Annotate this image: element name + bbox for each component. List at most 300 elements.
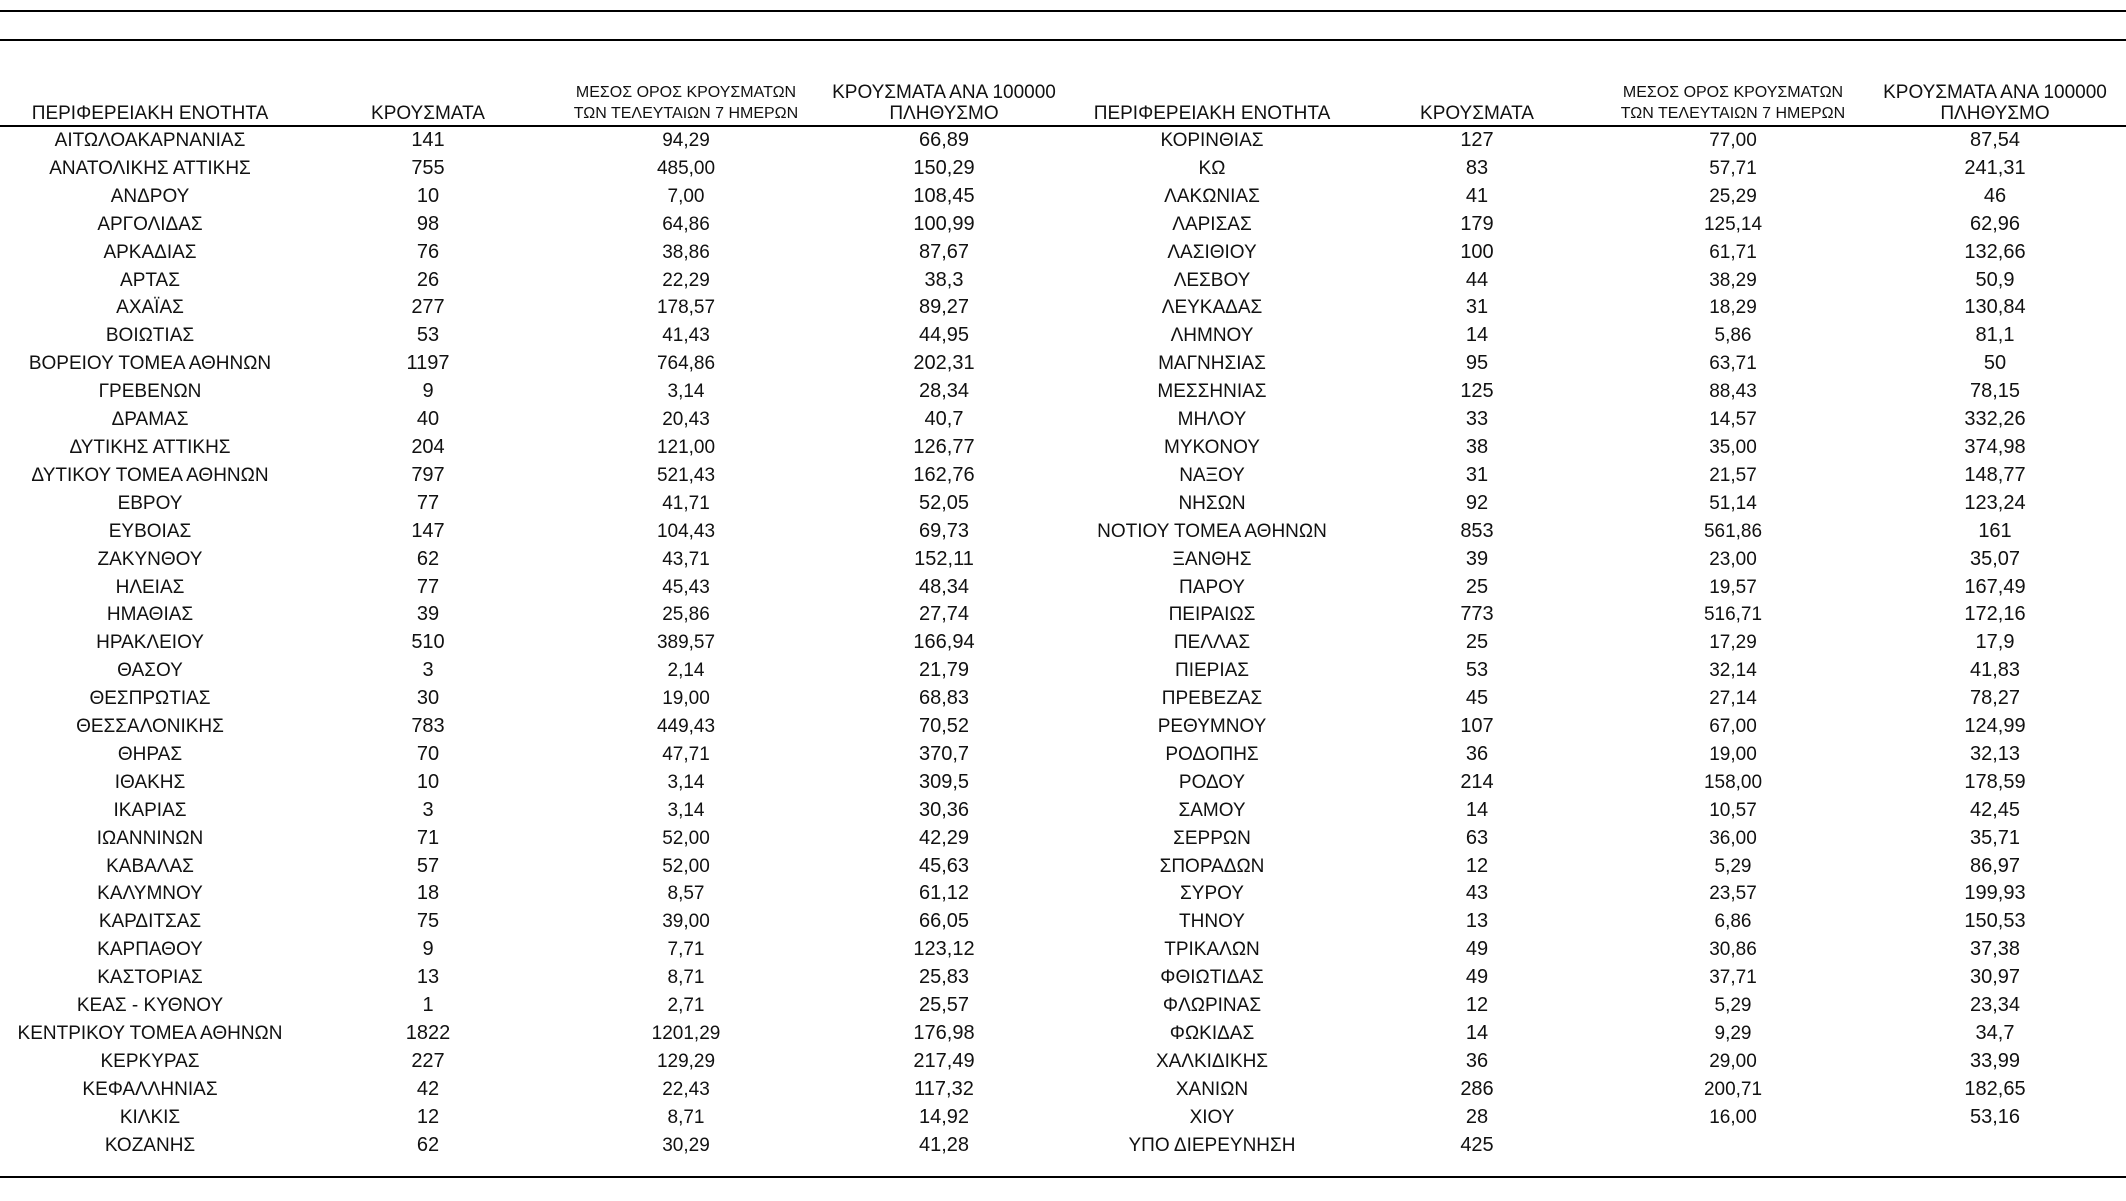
right-avg7-value: 19,57 xyxy=(1709,576,1757,598)
right-region-name: ΡΟΔΟΠΗΣ xyxy=(1165,743,1259,765)
left-per100k-value: 45,63 xyxy=(918,854,970,877)
left-per100k-value: 52,05 xyxy=(918,491,970,514)
left-per100k-value: 150,29 xyxy=(913,156,975,179)
right-cases-value: 425 xyxy=(1460,1133,1494,1156)
left-region-name: ΚΕΑΣ - ΚΥΘΝΟΥ xyxy=(76,995,224,1017)
header-avg7-right-line1: ΜΕΣΟΣ ΟΡΟΣ ΚΡΟΥΣΜΑΤΩΝ xyxy=(1622,84,1844,101)
table-row xyxy=(0,964,2126,992)
left-avg7-value: 3,14 xyxy=(667,771,705,793)
right-avg7-value: 37,71 xyxy=(1709,967,1757,989)
left-region-name: ΗΛΕΙΑΣ xyxy=(115,576,185,598)
table-row xyxy=(0,741,2126,769)
right-region-name: ΧΙΟΥ xyxy=(1189,1106,1235,1128)
left-per100k-value: 87,67 xyxy=(918,240,970,263)
left-per100k-value: 117,32 xyxy=(914,1077,974,1100)
right-region-name: ΠΑΡΟΥ xyxy=(1179,576,1245,598)
table-row xyxy=(0,490,2126,518)
right-cases-value: 214 xyxy=(1460,770,1494,793)
right-cases-value: 286 xyxy=(1460,1077,1494,1100)
left-per100k-value: 309,5 xyxy=(918,770,970,793)
right-region-name: ΜΥΚΟΝΟΥ xyxy=(1164,436,1260,458)
right-region-name: ΤΡΙΚΑΛΩΝ xyxy=(1164,939,1260,961)
left-per100k-value: 42,29 xyxy=(918,826,970,849)
right-region-name: ΜΕΣΣΗΝΙΑΣ xyxy=(1157,381,1267,403)
right-per100k-value: 87,54 xyxy=(1969,129,2021,151)
left-cases-value: 9 xyxy=(422,380,434,403)
right-avg7-value: 18,29 xyxy=(1709,297,1757,319)
left-avg7-value: 1201,29 xyxy=(651,1023,721,1044)
left-per100k-value: 69,73 xyxy=(918,519,970,542)
right-avg7-value: 5,29 xyxy=(1714,995,1752,1017)
right-avg7-value: 27,14 xyxy=(1709,688,1757,710)
left-region-name: ΚΕΦΑΛΛΗΝΙΑΣ xyxy=(82,1078,218,1100)
right-avg7-value: 61,71 xyxy=(1709,241,1757,263)
left-avg7-value: 41,43 xyxy=(662,325,710,347)
left-cases-value: 1 xyxy=(422,994,434,1017)
right-per100k-value: 161 xyxy=(1978,519,2012,542)
left-per100k-value: 44,95 xyxy=(918,324,970,347)
right-per100k-value: 150,53 xyxy=(1964,910,2026,933)
header-border-line xyxy=(0,39,2126,41)
left-per100k-value: 30,36 xyxy=(918,798,970,821)
table-row xyxy=(0,992,2126,1020)
right-cases-value: 53 xyxy=(1465,659,1489,682)
bottom-border-line xyxy=(0,1176,2126,1178)
right-per100k-value: 50,9 xyxy=(1975,268,2015,291)
right-avg7-value: 63,71 xyxy=(1709,353,1757,375)
table-row xyxy=(0,601,2126,629)
left-cases-value: 10 xyxy=(416,184,440,207)
left-cases-value: 98 xyxy=(416,212,440,235)
left-cases-value: 70 xyxy=(416,742,440,765)
right-per100k-value: 81,1 xyxy=(1975,324,2015,347)
left-avg7-value: 3,14 xyxy=(667,381,705,403)
left-per100k-value: 108,45 xyxy=(913,184,975,207)
right-per100k-value: 35,07 xyxy=(1969,547,2021,570)
right-avg7-value: 23,00 xyxy=(1709,548,1757,570)
right-cases-value: 25 xyxy=(1465,631,1489,654)
table-row xyxy=(0,434,2126,462)
header-region: ΠΕΡΙΦΕΡΕΙΑΚΗ ΕΝΟΤΗΤΑ xyxy=(0,82,300,126)
top-border-line xyxy=(0,10,2126,12)
left-avg7-value: 64,86 xyxy=(662,213,710,235)
table-row xyxy=(0,713,2126,741)
left-cases-value: 204 xyxy=(411,435,445,458)
left-cases-value: 9 xyxy=(422,938,434,961)
table-row xyxy=(0,769,2126,797)
table-row xyxy=(0,657,2126,685)
left-cases-value: 3 xyxy=(422,798,434,821)
right-cases-value: 41 xyxy=(1465,184,1489,207)
header-per100k-line1: ΚΡΟΥΣΜΑΤΑ ΑΝΑ 100000 xyxy=(832,82,1056,103)
right-cases-value: 31 xyxy=(1465,463,1489,486)
right-avg7-value: 77,00 xyxy=(1709,130,1757,151)
left-region-name: ΚΕΝΤΡΙΚΟΥ ΤΟΜΕΑ ΑΘΗΝΩΝ xyxy=(17,1023,283,1044)
right-per100k-value: 46 xyxy=(1983,184,2007,207)
left-region-name: ΚΙΛΚΙΣ xyxy=(119,1106,181,1128)
table-body xyxy=(0,126,2126,1160)
left-cases-value: 26 xyxy=(416,268,440,291)
left-region-name: ΑΙΤΩΛΟΑΚΑΡΝΑΝΙΑΣ xyxy=(54,130,246,151)
right-per100k-value: 62,96 xyxy=(1969,212,2021,235)
table-row xyxy=(0,908,2126,936)
right-cases-value: 179 xyxy=(1460,212,1494,235)
right-avg7-value: 125,14 xyxy=(1703,213,1763,235)
table-row xyxy=(0,211,2126,239)
left-avg7-value: 104,43 xyxy=(656,520,716,542)
right-region-name: ΛΑΡΙΣΑΣ xyxy=(1172,213,1252,235)
table-row xyxy=(0,825,2126,853)
left-avg7-value: 121,00 xyxy=(656,436,716,458)
right-region-name: ΚΩ xyxy=(1198,157,1226,179)
right-region-name: ΚΟΡΙΝΘΙΑΣ xyxy=(1160,130,1264,151)
right-cases-value: 28 xyxy=(1465,1105,1489,1128)
right-cases-value: 14 xyxy=(1465,1022,1489,1044)
left-cases-value: 1822 xyxy=(405,1022,451,1044)
right-cases-value: 12 xyxy=(1465,994,1489,1017)
right-per100k-value xyxy=(1864,1132,2126,1160)
right-per100k-value: 41,83 xyxy=(1969,659,2021,682)
left-avg7-value: 47,71 xyxy=(662,743,710,765)
table-row xyxy=(0,239,2126,267)
right-avg7-value: 16,00 xyxy=(1709,1106,1757,1128)
right-region-name: ΝΗΣΩΝ xyxy=(1178,492,1246,514)
left-avg7-value: 22,29 xyxy=(662,269,710,291)
left-region-name: ΑΝΑΤΟΛΙΚΗΣ ΑΤΤΙΚΗΣ xyxy=(49,157,251,179)
left-region-name: ΚΑΛΥΜΝΟΥ xyxy=(97,883,203,905)
left-per100k-value: 166,94 xyxy=(913,631,975,654)
right-avg7-value: 29,00 xyxy=(1709,1050,1757,1072)
right-avg7-value: 57,71 xyxy=(1709,157,1757,179)
right-region-name: ΦΩΚΙΔΑΣ xyxy=(1169,1023,1255,1044)
left-cases-value: 75 xyxy=(416,910,440,933)
left-per100k-value: 14,92 xyxy=(918,1105,970,1128)
right-per100k-value: 86,97 xyxy=(1969,854,2021,877)
left-cases-value: 53 xyxy=(416,324,440,347)
left-region-name: ΒΟΙΩΤΙΑΣ xyxy=(105,325,195,347)
left-cases-value: 3 xyxy=(422,659,434,682)
left-cases-value: 71 xyxy=(416,826,440,849)
right-region-name: ΤΗΝΟΥ xyxy=(1179,911,1245,933)
left-avg7-value: 19,00 xyxy=(662,688,710,710)
right-avg7-value: 25,29 xyxy=(1709,185,1757,207)
right-cases-value: 38 xyxy=(1465,435,1489,458)
table-row xyxy=(0,126,2126,155)
left-cases-value: 13 xyxy=(416,966,440,989)
right-cases-value: 127 xyxy=(1460,129,1494,151)
left-avg7-value: 2,71 xyxy=(667,995,705,1017)
table-row xyxy=(0,853,2126,881)
left-avg7-value: 389,57 xyxy=(656,632,716,654)
table-row xyxy=(0,546,2126,574)
table-header-row xyxy=(0,82,2126,126)
right-region-name: ΝΑΞΟΥ xyxy=(1179,464,1245,486)
header-per100k-right-line1: ΚΡΟΥΣΜΑΤΑ ΑΝΑ 100000 xyxy=(1883,82,2107,103)
left-per100k-value: 41,28 xyxy=(918,1133,970,1156)
right-per100k-value: 53,16 xyxy=(1969,1105,2021,1128)
right-avg7-value: 30,86 xyxy=(1709,939,1757,961)
right-per100k-value: 332,26 xyxy=(1964,408,2026,431)
right-avg7-value: 6,86 xyxy=(1714,911,1752,933)
left-cases-value: 510 xyxy=(411,631,445,654)
right-avg7-value: 9,29 xyxy=(1714,1023,1752,1044)
left-cases-value: 77 xyxy=(416,491,440,514)
left-avg7-value: 449,43 xyxy=(656,716,716,738)
header-cases: ΚΡΟΥΣΜΑΤΑ xyxy=(300,82,556,126)
right-region-name: ΣΑΜΟΥ xyxy=(1178,799,1246,821)
left-avg7-value: 52,00 xyxy=(662,827,710,849)
table-row xyxy=(0,574,2126,602)
header-avg7 xyxy=(556,82,816,126)
left-avg7-value: 485,00 xyxy=(656,157,716,179)
right-per100k-value: 33,99 xyxy=(1969,1049,2021,1072)
left-cases-value: 797 xyxy=(411,463,445,486)
left-avg7-value: 8,71 xyxy=(667,967,705,989)
right-avg7-value xyxy=(1602,1132,1864,1160)
right-region-name: ΜΑΓΝΗΣΙΑΣ xyxy=(1158,353,1266,375)
table-row xyxy=(0,1104,2126,1132)
left-region-name: ΘΑΣΟΥ xyxy=(117,660,183,682)
right-region-name: ΞΑΝΘΗΣ xyxy=(1172,548,1252,570)
left-per100k-value: 89,27 xyxy=(918,296,970,319)
right-region-name: ΡΕΘΥΜΝΟΥ xyxy=(1157,716,1267,738)
left-cases-value: 30 xyxy=(416,687,440,710)
right-region-name: ΠΕΙΡΑΙΩΣ xyxy=(1168,604,1256,626)
header-cases-right: ΚΡΟΥΣΜΑΤΑ xyxy=(1352,82,1602,126)
left-per100k-value: 27,74 xyxy=(918,603,970,626)
right-cases-value: 44 xyxy=(1465,268,1489,291)
right-per100k-value: 78,27 xyxy=(1969,687,2021,710)
left-per100k-value: 66,05 xyxy=(918,910,970,933)
right-region-name: ΛΗΜΝΟΥ xyxy=(1170,325,1254,347)
left-region-name: ΖΑΚΥΝΘΟΥ xyxy=(97,548,203,570)
left-avg7-value: 30,29 xyxy=(662,1134,710,1156)
right-avg7-value: 38,29 xyxy=(1709,269,1757,291)
right-avg7-value: 88,43 xyxy=(1709,381,1757,403)
left-per100k-value: 48,34 xyxy=(918,575,970,598)
right-avg7-value: 23,57 xyxy=(1709,883,1757,905)
header-avg7-right xyxy=(1602,82,1864,126)
right-cases-value: 14 xyxy=(1465,798,1489,821)
right-region-name: ΦΘΙΩΤΙΔΑΣ xyxy=(1160,967,1264,989)
right-cases-value: 95 xyxy=(1465,352,1489,375)
right-per100k-value: 130,84 xyxy=(1964,296,2026,319)
left-per100k-value: 176,98 xyxy=(913,1022,975,1044)
table-row xyxy=(0,155,2126,183)
header-per100k-right-line2: ΠΛΗΘΥΣΜΟ xyxy=(1940,103,2050,124)
left-per100k-value: 202,31 xyxy=(913,352,975,375)
right-region-name: ΛΑΣΙΘΙΟΥ xyxy=(1167,241,1257,263)
right-region-name: ΛΑΚΩΝΙΑΣ xyxy=(1164,185,1260,207)
right-per100k-value: 42,45 xyxy=(1969,798,2021,821)
right-per100k-value: 37,38 xyxy=(1969,938,2021,961)
left-avg7-value: 22,43 xyxy=(662,1078,710,1100)
right-avg7-value: 35,00 xyxy=(1709,436,1757,458)
right-cases-value: 25 xyxy=(1465,575,1489,598)
right-avg7-value: 14,57 xyxy=(1709,409,1757,431)
left-region-name: ΘΕΣΠΡΩΤΙΑΣ xyxy=(89,688,211,710)
left-region-name: ΘΗΡΑΣ xyxy=(117,743,183,765)
left-avg7-value: 20,43 xyxy=(662,409,710,431)
left-avg7-value: 8,57 xyxy=(667,883,705,905)
left-cases-value: 62 xyxy=(416,547,440,570)
right-avg7-value: 516,71 xyxy=(1703,604,1763,626)
left-region-name: ΚΑΡΠΑΘΟΥ xyxy=(97,939,203,961)
left-avg7-value: 25,86 xyxy=(662,604,710,626)
right-avg7-value: 32,14 xyxy=(1709,660,1757,682)
left-region-name: ΙΘΑΚΗΣ xyxy=(114,771,186,793)
left-cases-value: 277 xyxy=(411,296,445,319)
right-avg7-value: 67,00 xyxy=(1709,716,1757,738)
table-row xyxy=(0,294,2126,322)
left-per100k-value: 66,89 xyxy=(918,129,970,151)
left-region-name: ΒΟΡΕΙΟΥ ΤΟΜΕΑ ΑΘΗΝΩΝ xyxy=(28,353,272,375)
right-region-name: ΧΑΛΚΙΔΙΚΗΣ xyxy=(1155,1050,1269,1072)
table-row xyxy=(0,1132,2126,1160)
left-avg7-value: 43,71 xyxy=(662,548,710,570)
table-row xyxy=(0,1020,2126,1048)
left-per100k-value: 25,83 xyxy=(918,966,970,989)
table-row xyxy=(0,378,2126,406)
left-region-name: ΕΒΡΟΥ xyxy=(117,492,183,514)
right-per100k-value: 32,13 xyxy=(1969,742,2021,765)
left-cases-value: 42 xyxy=(416,1077,440,1100)
left-region-name: ΗΜΑΘΙΑΣ xyxy=(106,604,194,626)
left-cases-value: 57 xyxy=(416,854,440,877)
left-cases-value: 62 xyxy=(416,1133,440,1156)
right-cases-value: 36 xyxy=(1465,1049,1489,1072)
left-avg7-value: 8,71 xyxy=(667,1106,705,1128)
right-cases-value: 49 xyxy=(1465,938,1489,961)
left-avg7-value: 7,00 xyxy=(667,185,705,207)
right-per100k-value: 35,71 xyxy=(1969,826,2021,849)
right-avg7-value: 561,86 xyxy=(1703,520,1763,542)
left-per100k-value: 100,99 xyxy=(913,212,975,235)
right-avg7-value: 17,29 xyxy=(1709,632,1757,654)
table-row xyxy=(0,685,2126,713)
left-avg7-value: 52,00 xyxy=(662,855,710,877)
right-per100k-value: 124,99 xyxy=(1964,715,2026,738)
header-avg7-line1: ΜΕΣΟΣ ΟΡΟΣ ΚΡΟΥΣΜΑΤΩΝ xyxy=(575,84,797,101)
left-per100k-value: 68,83 xyxy=(918,687,970,710)
table-row xyxy=(0,462,2126,490)
right-avg7-value: 21,57 xyxy=(1709,464,1757,486)
right-cases-value: 36 xyxy=(1465,742,1489,765)
left-cases-value: 783 xyxy=(411,715,445,738)
right-region-name: ΧΑΝΙΩΝ xyxy=(1175,1078,1249,1100)
left-per100k-value: 152,11 xyxy=(914,547,974,570)
left-per100k-value: 61,12 xyxy=(918,882,970,905)
left-region-name: ΘΕΣΣΑΛΟΝΙΚΗΣ xyxy=(76,716,224,738)
left-per100k-value: 217,49 xyxy=(913,1049,975,1072)
left-region-name: ΔΥΤΙΚΗΣ ΑΤΤΙΚΗΣ xyxy=(69,436,231,458)
right-per100k-value: 167,49 xyxy=(1964,575,2026,598)
header-per100k-right xyxy=(1864,82,2126,126)
left-cases-value: 227 xyxy=(411,1049,445,1072)
right-per100k-value: 30,97 xyxy=(1969,966,2021,989)
left-avg7-value: 45,43 xyxy=(662,576,710,598)
right-per100k-value: 182,65 xyxy=(1964,1077,2026,1100)
left-cases-value: 39 xyxy=(416,603,440,626)
left-cases-value: 18 xyxy=(416,882,440,905)
right-avg7-value: 36,00 xyxy=(1709,827,1757,849)
left-cases-value: 40 xyxy=(416,408,440,431)
right-per100k-value: 241,31 xyxy=(1964,156,2026,179)
left-cases-value: 755 xyxy=(411,156,445,179)
left-region-name: ΙΚΑΡΙΑΣ xyxy=(113,799,187,821)
right-region-name: ΛΕΣΒΟΥ xyxy=(1173,269,1251,291)
left-cases-value: 76 xyxy=(416,240,440,263)
left-region-name: ΗΡΑΚΛΕΙΟΥ xyxy=(96,632,204,654)
left-avg7-value: 129,29 xyxy=(656,1050,716,1072)
right-region-name: ΠΡΕΒΕΖΑΣ xyxy=(1161,688,1263,710)
table-row xyxy=(0,936,2126,964)
cases-table xyxy=(0,82,2126,1160)
right-avg7-value: 19,00 xyxy=(1709,743,1757,765)
left-cases-value: 12 xyxy=(416,1105,440,1128)
right-region-name: ΛΕΥΚΑΔΑΣ xyxy=(1161,297,1263,319)
left-cases-value: 1197 xyxy=(406,352,450,375)
right-avg7-value: 5,29 xyxy=(1714,855,1752,877)
right-cases-value: 39 xyxy=(1465,547,1489,570)
left-per100k-value: 25,57 xyxy=(918,994,970,1017)
left-region-name: ΙΩΑΝΝΙΝΩΝ xyxy=(96,827,204,849)
table-row xyxy=(0,880,2126,908)
left-per100k-value: 38,3 xyxy=(924,268,964,291)
right-cases-value: 125 xyxy=(1460,380,1494,403)
table-row xyxy=(0,1076,2126,1104)
table-row xyxy=(0,183,2126,211)
right-per100k-value: 17,9 xyxy=(1975,631,2015,654)
header-avg7-right-line2: ΤΩΝ ΤΕΛΕΥΤΑΙΩΝ 7 ΗΜΕΡΩΝ xyxy=(1620,105,1846,122)
left-per100k-value: 28,34 xyxy=(918,380,970,403)
right-avg7-value: 51,14 xyxy=(1709,492,1757,514)
table-row xyxy=(0,1048,2126,1076)
left-per100k-value: 40,7 xyxy=(924,408,964,431)
left-avg7-value: 764,86 xyxy=(656,353,716,375)
table-row xyxy=(0,797,2126,825)
right-per100k-value: 50 xyxy=(1983,352,2007,375)
right-per100k-value: 123,24 xyxy=(1964,491,2026,514)
right-per100k-value: 132,66 xyxy=(1964,240,2026,263)
right-cases-value: 107 xyxy=(1460,715,1494,738)
left-avg7-value: 178,57 xyxy=(656,297,716,319)
right-cases-value: 45 xyxy=(1465,687,1489,710)
right-cases-value: 13 xyxy=(1465,910,1489,933)
left-region-name: ΓΡΕΒΕΝΩΝ xyxy=(98,381,202,403)
header-per100k-line2: ΠΛΗΘΥΣΜΟ xyxy=(889,103,999,124)
table-row xyxy=(0,350,2126,378)
left-region-name: ΚΑΒΑΛΑΣ xyxy=(106,855,194,877)
right-avg7-value: 158,00 xyxy=(1703,771,1763,793)
left-region-name: ΑΧΑΪΑΣ xyxy=(116,297,184,319)
left-per100k-value: 370,7 xyxy=(918,742,970,765)
left-avg7-value: 39,00 xyxy=(662,911,710,933)
right-region-name: ΝΟΤΙΟΥ ΤΟΜΕΑ ΑΘΗΝΩΝ xyxy=(1097,520,1327,542)
left-per100k-value: 126,77 xyxy=(913,435,975,458)
header-per100k xyxy=(816,82,1072,126)
right-region-name: ΠΕΛΛΑΣ xyxy=(1173,632,1251,654)
right-avg7-value: 10,57 xyxy=(1709,799,1757,821)
right-region-name: ΦΛΩΡΙΝΑΣ xyxy=(1162,995,1262,1017)
right-per100k-value: 78,15 xyxy=(1969,380,2021,403)
right-cases-value: 92 xyxy=(1465,491,1489,514)
table-row xyxy=(0,406,2126,434)
table-row xyxy=(0,518,2126,546)
left-region-name: ΔΥΤΙΚΟΥ ΤΟΜΕΑ ΑΘΗΝΩΝ xyxy=(31,464,269,486)
left-region-name: ΑΡΚΑΔΙΑΣ xyxy=(103,241,197,263)
right-cases-value: 43 xyxy=(1465,882,1489,905)
